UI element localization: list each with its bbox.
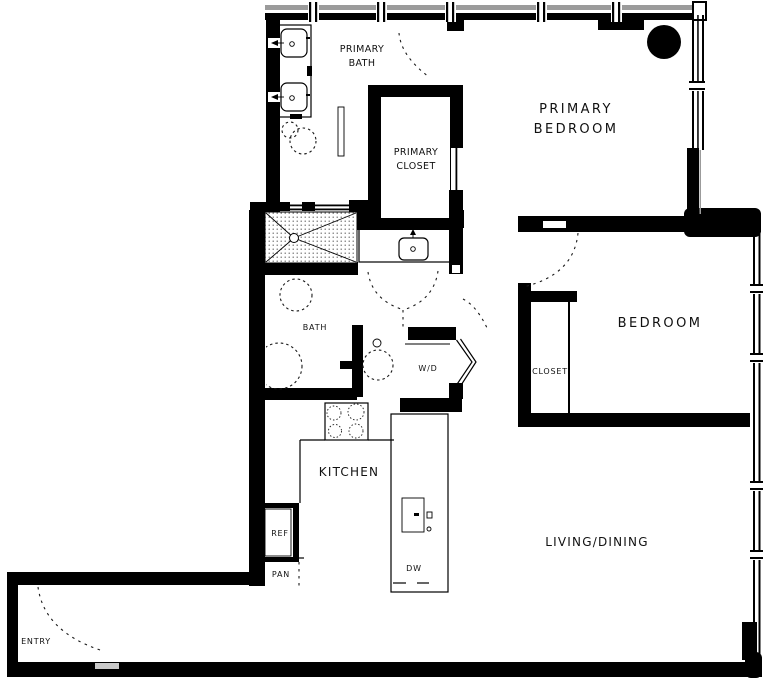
washer-dryer-bifold-doors [405, 339, 476, 386]
primary-bedroom-east-window [689, 15, 705, 150]
glass-panel [338, 107, 344, 156]
label-living-dining: LIVING/DINING [545, 535, 649, 549]
label-primary-bedroom-line2: BEDROOM [533, 122, 619, 137]
entry-threshold [95, 663, 119, 669]
label-primary-bath-line2: BATH [348, 58, 376, 69]
label-kitchen: KITCHEN [318, 465, 380, 479]
south-wall [7, 662, 762, 677]
hall-door-arc [463, 299, 488, 330]
faucet-icon [427, 527, 431, 531]
island-sink-icon [402, 498, 424, 532]
fixture-dashed-circle [280, 279, 312, 311]
entry-north-wall [7, 572, 253, 585]
toilet-flush-icon [373, 339, 381, 347]
pantry [299, 558, 304, 588]
label-entry: ENTRY [21, 637, 51, 646]
door-swings-layer [38, 33, 578, 650]
closet-east-line [568, 302, 570, 415]
burner-icon [329, 425, 342, 438]
shower-door-handle [302, 202, 315, 211]
window-jamb-wall [687, 148, 699, 218]
pocket-door [340, 361, 352, 369]
label-closet: CLOSET [532, 367, 568, 376]
burner-icon [349, 424, 363, 438]
shower-door-handle [277, 202, 290, 211]
walls-layer [7, 5, 762, 678]
label-dw: DW [406, 564, 422, 573]
label-primary-bedroom-line1: PRIMARY [539, 102, 613, 117]
sliding-door-leaf [543, 221, 566, 228]
window-corner-post [693, 2, 706, 20]
shower-drain-icon [290, 234, 299, 243]
toilet-partition-wall [352, 325, 363, 397]
laundry-north-wall [408, 327, 456, 340]
burner-icon [348, 404, 364, 420]
sink-icon [399, 238, 428, 260]
burner-icon [327, 406, 341, 420]
bath-vanity [359, 228, 451, 262]
kitchen-north-wall [400, 398, 462, 412]
closet-north-wall [518, 291, 577, 302]
bedroom-west-wall [518, 283, 531, 427]
north-window-glass [265, 5, 694, 10]
label-primary-bath-line1: PRIMARY [339, 44, 385, 55]
bedroom-south-wall [518, 413, 750, 427]
label-pan: PAN [271, 570, 291, 579]
fixture-dashed-circle [290, 128, 316, 154]
label-bath: BATH [302, 323, 328, 332]
toilet-icon [363, 350, 393, 380]
cooktop [325, 403, 368, 440]
label-bedroom: BEDROOM [617, 316, 703, 331]
label-primary-closet-line1: PRIMARY [393, 147, 439, 158]
window-sill-line [700, 150, 702, 214]
bath-south-wall [249, 388, 357, 400]
faucet-icon [427, 512, 432, 518]
bath-door-arc [368, 272, 401, 309]
fixture-dashed-circle [282, 122, 298, 138]
east-window-wall [750, 230, 763, 663]
shower-south-wall [249, 262, 358, 275]
label-wd: W/D [418, 364, 438, 373]
entry-west-wall [7, 572, 18, 676]
wall-sill [452, 265, 460, 273]
label-primary-closet-line2: CLOSET [396, 161, 436, 172]
primary-bath-door-arc [399, 33, 429, 77]
bedroom-door-arc [523, 233, 578, 287]
structural-column [647, 25, 681, 59]
bath-door-arc [406, 271, 438, 309]
label-ref: REF [271, 529, 289, 538]
